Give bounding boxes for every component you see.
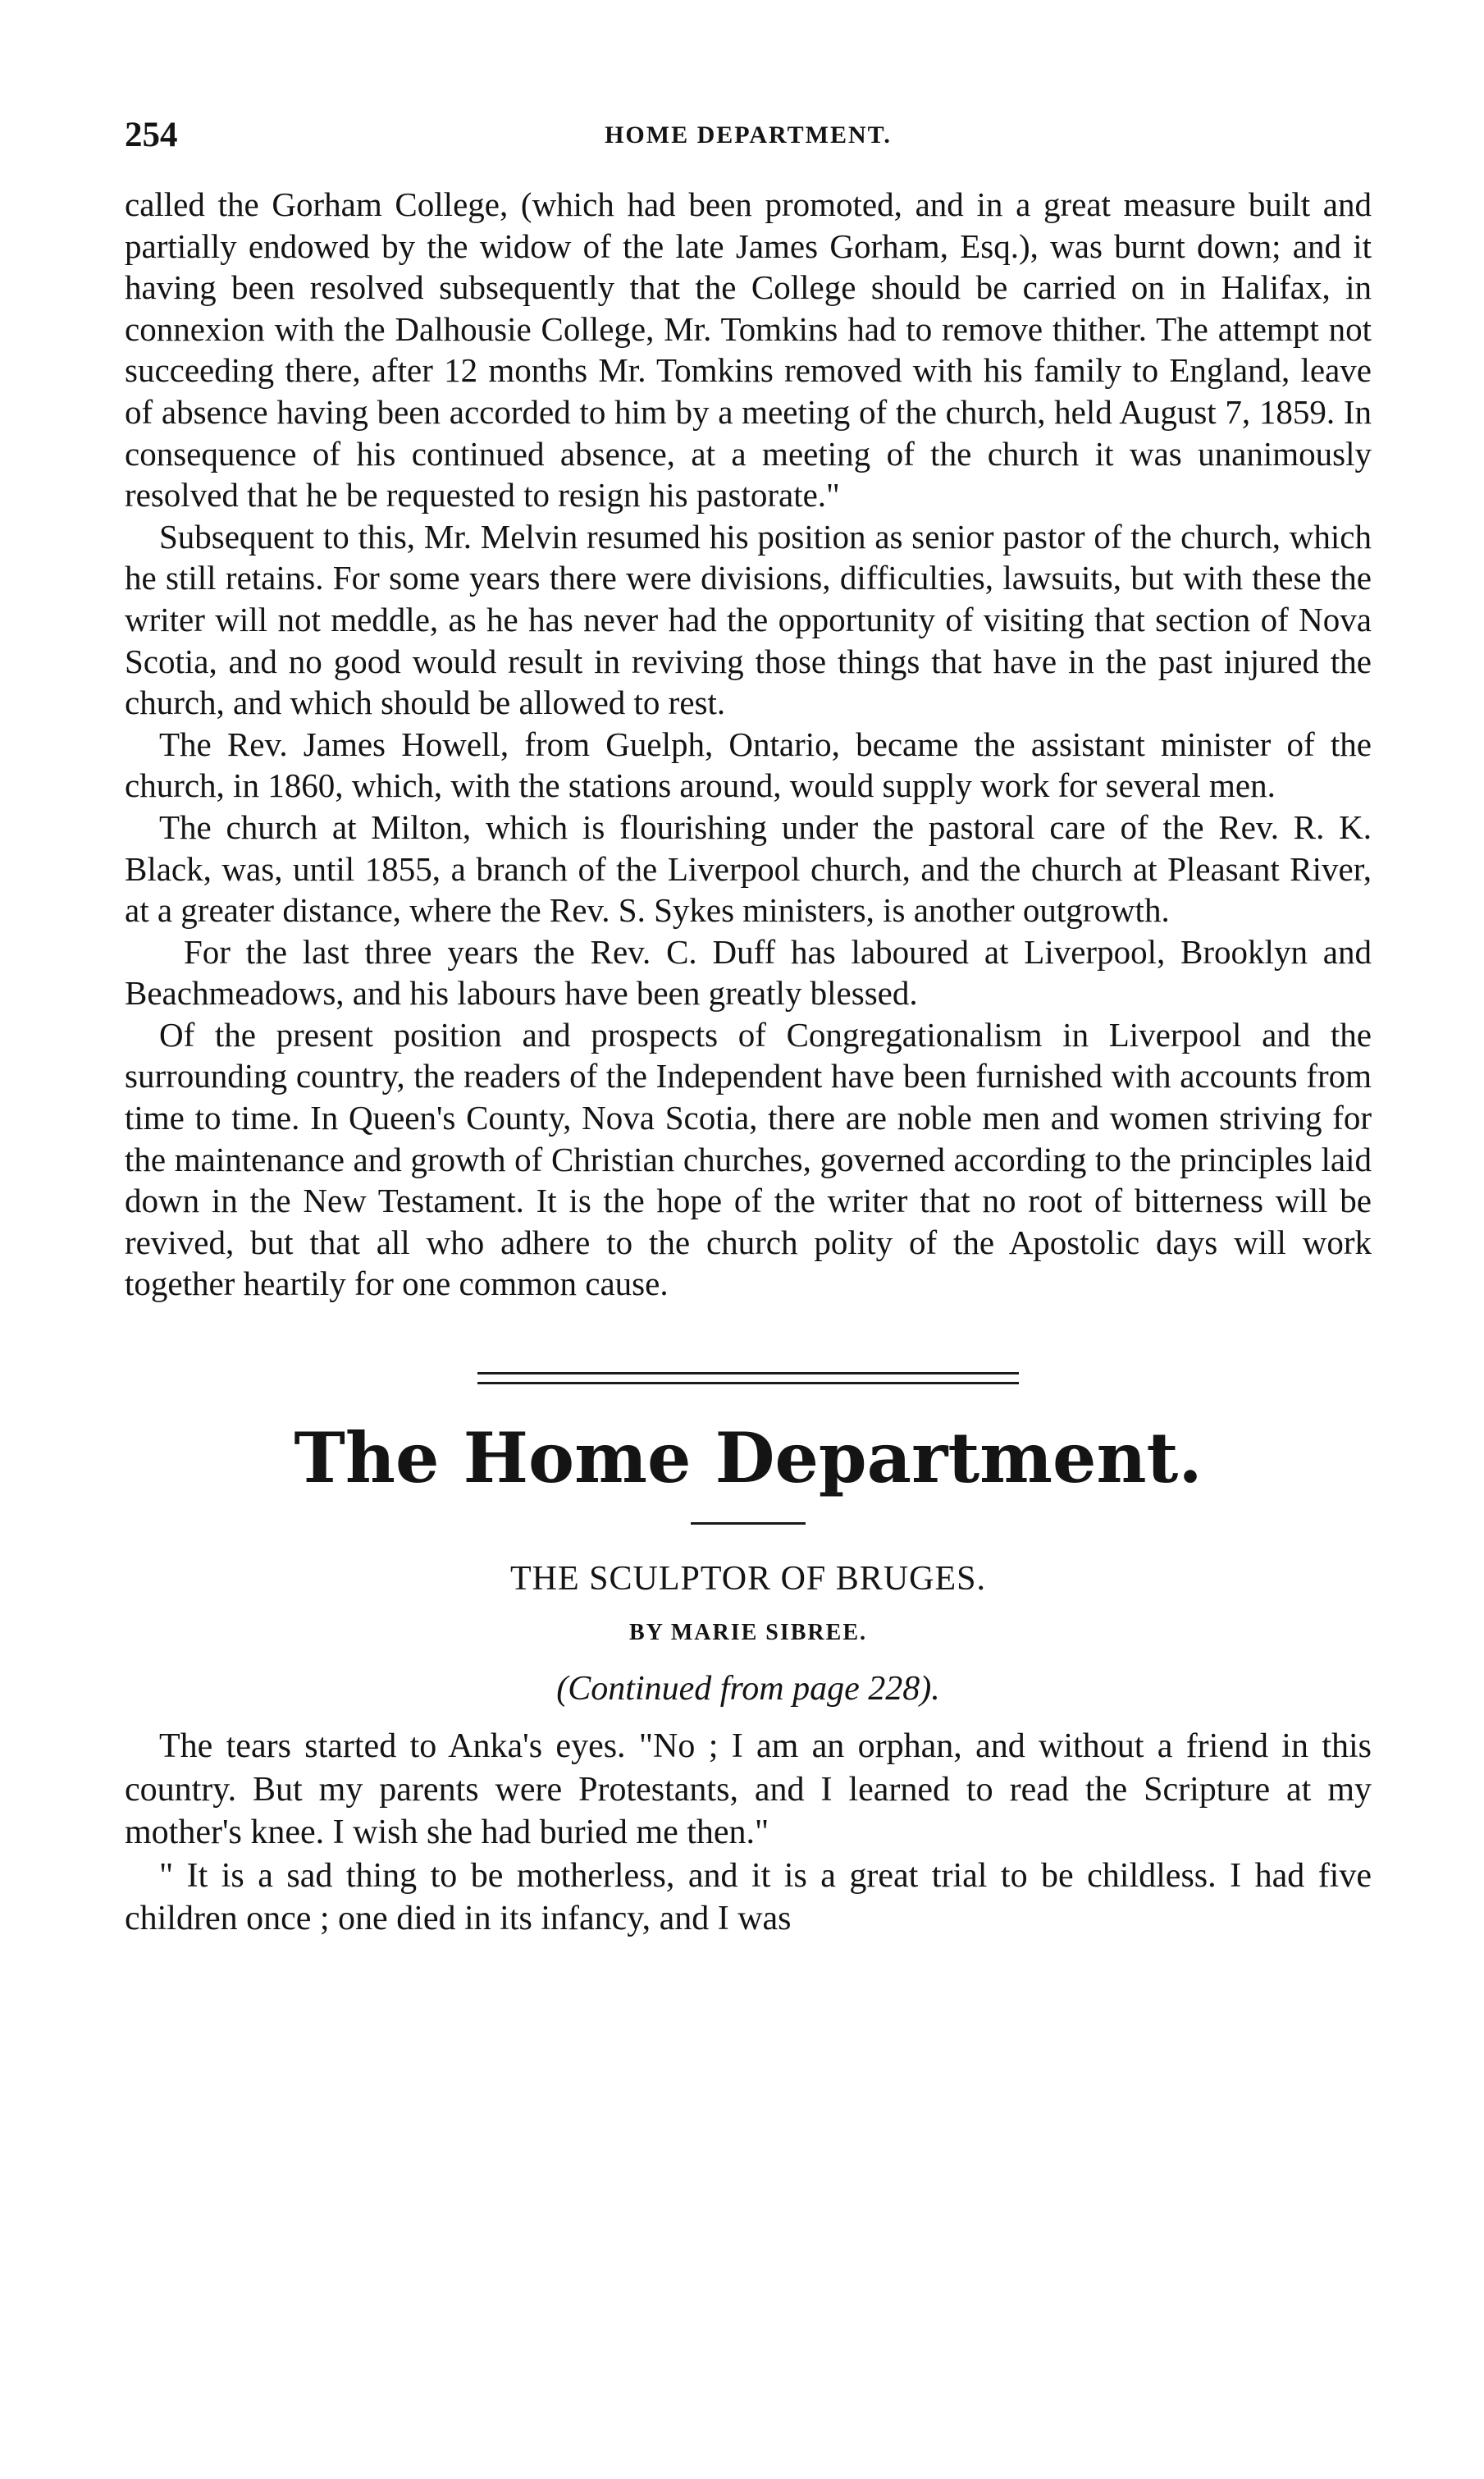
paragraph: The Rev. James Howell, from Guelph, Ontario, became the assistant minister of the church, in 1860, which, with the stations around, would supply work for several men.	[125, 725, 1372, 805]
paragraph: The tears started to Anka's eyes. "No ; I am an orphan, and without a friend in this country. But my parents were Protestants, and I learned to read the Scripture at my mother's knee. I wish she had buried me then."	[125, 1727, 1372, 1852]
section-title: The Home Department.	[294, 1417, 1203, 1499]
paragraph: The church at Milton, which is flourishing under the pastoral care of the Rev. R. K. Black, was, until 1855, a branch of the Liverpool church, and the church at Pleasant River, at a greater distance, where the Rev. S. Sykes ministers, is another outgrowth.	[125, 807, 1372, 930]
paragraph: " It is a sad thing to be motherless, and it is a great trial to be childless. I had five children once ; one died in its infancy, and I was	[125, 1856, 1372, 1938]
paragraph: Of the present position and prospects of Congregationalism in Liverpool and the surrounding country, the readers of the Independent have been furnished with accounts from time to time. In Queen's County, Nova Scotia, there are noble men and women striving for the maintenance and growth of Christian churches, governed according to the principles laid down in the New Testament. It is the hope of the writer that no root of bitterness will be revived, but that all who adhere to the church polity of the Apostolic days will work together heartily for one common cause.	[125, 1015, 1372, 1303]
continued-note: (Continued from page 228).	[556, 1670, 940, 1708]
story-title: THE SCULPTOR OF BRUGES.	[510, 1560, 986, 1599]
paragraph: For the last three years the Rev. C. Duff has laboured at Liverpool, Brooklyn and Beachmeadows, and his labours have been greatly blessed.	[125, 932, 1372, 1013]
running-title: HOME DEPARTMENT.	[605, 121, 892, 149]
running-head	[125, 115, 1372, 164]
article-body	[125, 184, 1372, 1305]
byline: BY MARIE SIBREE.	[628, 1620, 867, 1646]
section-divider	[477, 1372, 1019, 1384]
story-body	[125, 1725, 1372, 1941]
title-rule	[691, 1522, 806, 1525]
page-number: 254	[125, 116, 178, 154]
paragraph: called the Gorham College, (which had been promoted, and in a great measure built and partially endowed by the widow of the late James Gorham, Esq.), was burnt down; and it having been resolved subsequently that the College should be carried on in Halifax, in connexion with the Dalhousie College, Mr. Tomkins had to remove thither. The attempt not succeeding there, after 12 months Mr. Tomkins removed with his family to England, leave of absence having been accorded to him by a meeting of the church, held August 7, 1859. In consequence of his continued absence, at a meeting of the church it was unanimously resolved that he be requested to resign his pastorate."	[125, 185, 1372, 515]
paragraph: Subsequent to this, Mr. Melvin resumed his position as senior pastor of the church, which he still retains. For some years there were divisions, difficulties, lawsuits, but with these the writer will not meddle, as he has never had the opportunity of visiting that section of Nova Scotia, and no good would result in reviving those things that have in the past injured the church, and which should be allowed to rest.	[125, 517, 1372, 722]
page	[125, 115, 1372, 1941]
